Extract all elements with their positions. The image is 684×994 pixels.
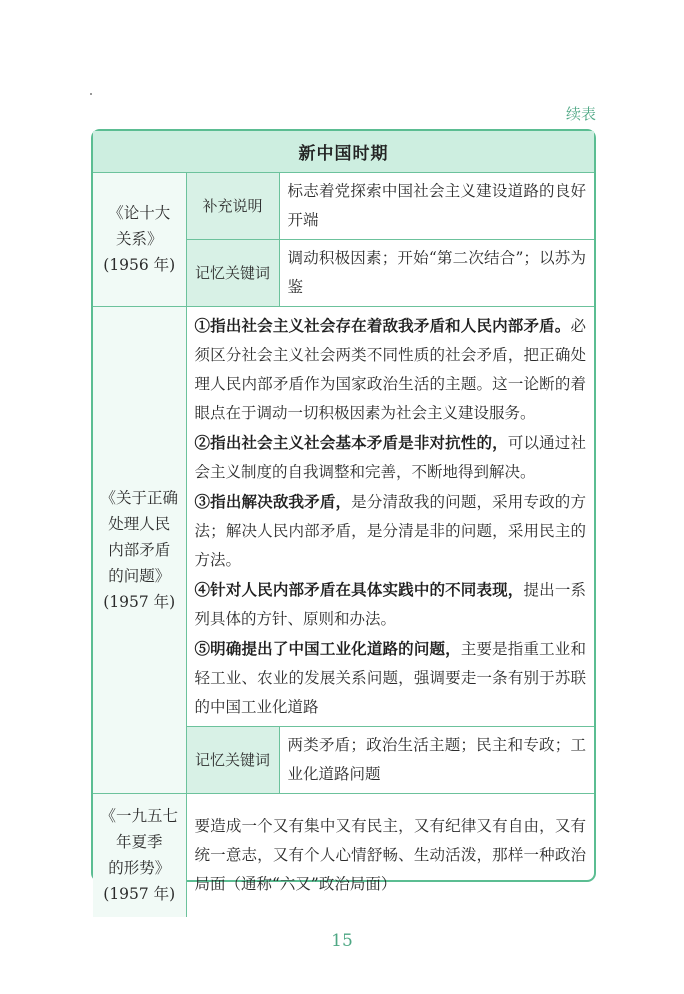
entry-title-line: 的形势》 [108, 859, 171, 878]
content-paragraph [195, 311, 587, 428]
paragraph-body: 是分清敌我的问题，采用专政的方法；解决人民内部矛盾，是分清是非的问题，采用民主的方法。 [194, 492, 586, 569]
content-cell: 两类矛盾；政治生活主题；民主和专政；工业化道路问题 [279, 726, 594, 793]
paragraph-lead: ③指出解决敌我矛盾， [194, 491, 352, 511]
entry-title-cell [93, 793, 186, 917]
content-paragraph [195, 575, 587, 634]
table-row [93, 306, 594, 726]
section-header: 新中国时期 [93, 131, 594, 172]
entry-title-cell [93, 306, 186, 793]
table-header-row [93, 131, 594, 172]
entry-title-line: (1956 年) [103, 256, 176, 274]
table-row [93, 793, 594, 917]
sub-label: 记忆关键词 [186, 726, 279, 793]
entry-title-line: (1957 年) [103, 885, 176, 904]
content-cell: 要造成一个又有集中又有民主，又有纪律又有自由，又有统一意志，又有个人心情舒畅、生动活泼，那样一种政治局面（通称“六又”政治局面） [186, 793, 594, 917]
content-paragraph [195, 428, 587, 487]
content-cell [186, 306, 594, 726]
sub-label: 记忆关键词 [186, 239, 279, 306]
summary-table [93, 131, 594, 917]
paragraph-body: 主要是指重工业和轻工业、农业的发展关系问题，强调要走一条有别于苏联的中国工业化道路 [194, 639, 586, 716]
entry-title-line: 《论十大 [108, 204, 171, 222]
scan-speck [90, 93, 92, 95]
paragraph-lead: ④针对人民内部矛盾在具体实践中的不同表现， [194, 579, 524, 599]
content-cell: 调动积极因素；开始“第二次结合”；以苏为鉴 [279, 239, 594, 306]
paragraph-body: 可以通过社会主义制度的自我调整和完善，不断地得到解决。 [194, 433, 586, 481]
entry-title-line: 内部矛盾 [108, 540, 171, 559]
paragraph-body: 提出一系列具体的方针、原则和办法。 [194, 580, 586, 628]
page-number: 15 [331, 931, 353, 951]
entry-title-line: 《一九五七 [100, 807, 178, 826]
entry-title-cell [93, 172, 186, 306]
entry-title-line: 处理人民 [108, 514, 171, 533]
entry-title-line: 《关于正确 [100, 488, 178, 507]
entry-title-line: 的问题》 [108, 566, 171, 585]
content-cell: 标志着党探索中国社会主义建设道路的良好开端 [279, 172, 594, 239]
content-paragraph [195, 634, 587, 722]
entry-title-line: 年夏季 [115, 833, 163, 852]
entry-title-line: 关系》 [115, 230, 163, 248]
entry-title-line: (1957 年) [103, 592, 176, 611]
paragraph-lead: ⑤明确提出了中国工业化道路的问题， [194, 638, 461, 658]
table-row [93, 172, 594, 239]
continued-label: 续表 [565, 105, 596, 123]
paragraph-lead: ②指出社会主义社会基本矛盾是非对抗性的， [194, 432, 508, 452]
summary-table-frame [91, 129, 596, 904]
paragraph-lead: ①指出社会主义社会存在着敌我矛盾和人民内部矛盾。 [194, 315, 571, 335]
sub-label: 补充说明 [186, 172, 279, 239]
content-paragraph [195, 487, 587, 575]
paragraph-body: 必须区分社会主义社会两类不同性质的社会矛盾，把正确处理人民内部矛盾作为国家政治生活的主题。这一论断的着眼点在于调动一切积极因素为社会主义建设服务。 [194, 316, 586, 422]
